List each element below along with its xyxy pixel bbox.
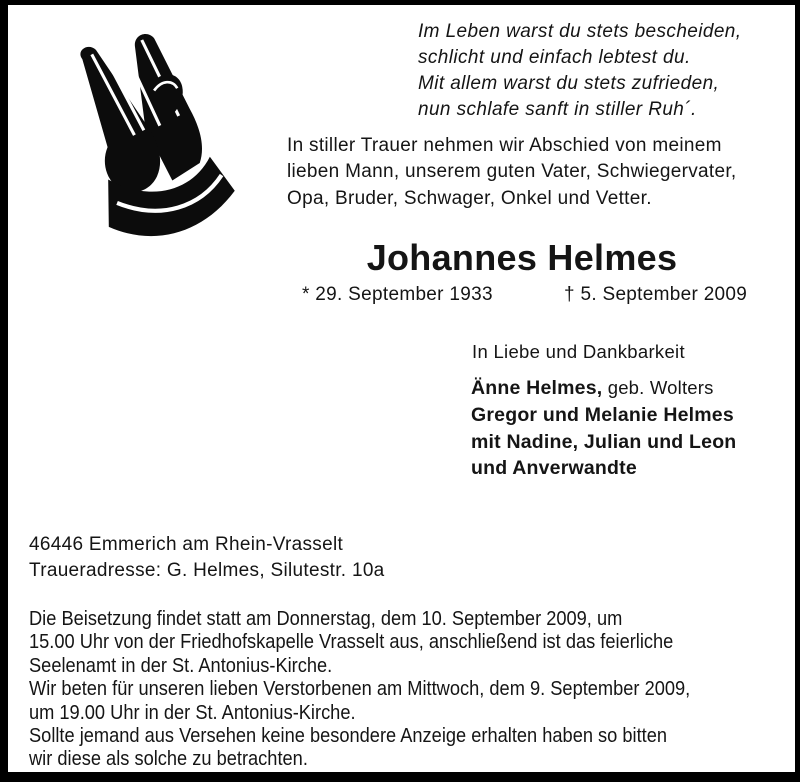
mourner-name: Änne Helmes,: [471, 377, 603, 399]
verse-line: nun schlafe sanft in stiller Ruh´.: [418, 99, 697, 120]
mourner-line: [471, 402, 736, 429]
mourner-name-suffix: geb. Wolters: [602, 377, 714, 398]
notice-frame-right: [795, 0, 800, 782]
mourner-line: [471, 375, 736, 402]
verse-line: schlicht und einfach lebtest du.: [418, 47, 691, 68]
mourner-name: mit Nadine, Julian und Leon: [471, 430, 737, 453]
intro-text: [287, 133, 737, 212]
details-line: Die Beisetzung findet statt am Donnerstag, dem 10. September 2009, um: [29, 607, 623, 630]
details-line: 15.00 Uhr von der Friedhofskapelle Vrasselt aus, anschließend ist das feierliche: [29, 630, 674, 654]
mourner-line: [471, 429, 736, 456]
intro-line: In stiller Trauer nehmen wir Abschied von meinem: [287, 135, 722, 156]
praying-hands-icon: [56, 30, 236, 238]
praying-hands-image: [56, 30, 236, 238]
details-line: Sollte jemand aus Versehen keine besondere Anzeige erhalten haben so bitten: [29, 724, 668, 748]
mourning-address: [29, 532, 385, 585]
intro-line: lieben Mann, unserem guten Vater, Schwiegervater,: [287, 161, 737, 183]
memorial-verse: [418, 19, 741, 123]
mourner-name: und Anverwandte: [471, 457, 637, 480]
funeral-details: [29, 607, 787, 771]
address-line: 46446 Emmerich am Rhein-Vrasselt: [29, 534, 344, 555]
deceased-name: Johannes Helmes: [366, 237, 678, 278]
verse-line: Im Leben warst du stets bescheiden,: [418, 21, 742, 42]
details-line: wir diese als solche zu betrachten.: [29, 747, 308, 771]
address-line: Traueradresse: G. Helmes, Silutestr. 10a: [29, 560, 385, 582]
details-line: Wir beten für unseren lieben Verstorbenen am Mittwoch, dem 9. September 2009,: [29, 677, 691, 701]
details-line: Seelenamt in der St. Antonius-Kirche.: [29, 653, 333, 677]
details-line: um 19.00 Uhr in der St. Antonius-Kirche.: [29, 700, 356, 724]
mourner-name: Gregor und Melanie Helmes: [471, 403, 734, 426]
notice-frame-top: [0, 0, 800, 5]
birth-date: * 29. September 1933: [302, 284, 493, 305]
death-date: † 5. September 2009: [564, 284, 748, 305]
notice-frame-bottom: [0, 772, 800, 782]
mourner-line: [471, 455, 736, 482]
closing-text: In Liebe und Dankbarkeit: [472, 341, 685, 362]
notice-frame-left: [0, 0, 8, 782]
mourners-list: [471, 375, 736, 482]
verse-line: Mit allem warst du stets zufrieden,: [418, 73, 720, 94]
intro-line: Opa, Bruder, Schwager, Onkel und Vetter.: [287, 187, 652, 209]
